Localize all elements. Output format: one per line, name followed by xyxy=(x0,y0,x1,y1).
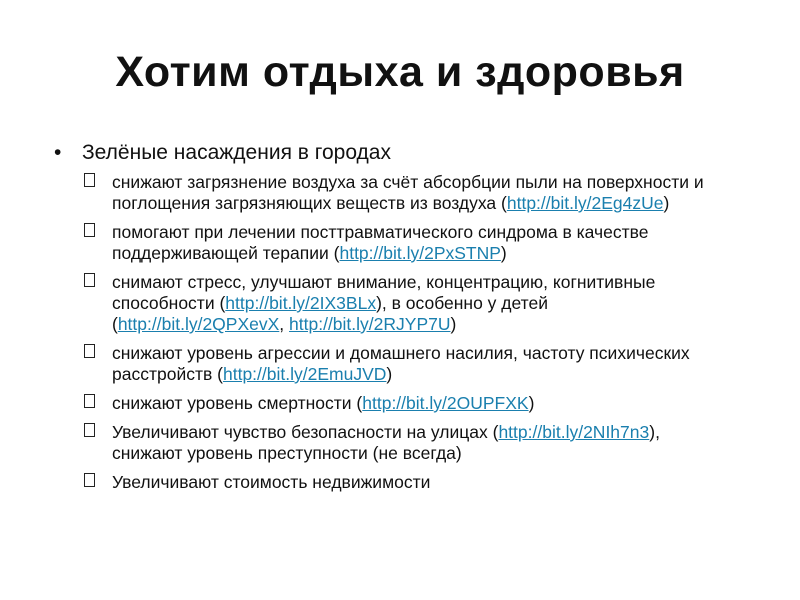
sub-bullet-marker-icon xyxy=(84,473,95,487)
link[interactable]: http://bit.ly/2PxSTNP xyxy=(339,243,501,263)
sub-bullet-marker-icon xyxy=(84,173,95,187)
link[interactable]: http://bit.ly/2EmuJVD xyxy=(222,364,387,384)
sub-bullet-marker-icon xyxy=(84,223,95,237)
main-bullet-text: Зелёные насаждения в городах xyxy=(82,141,391,164)
slide-content xyxy=(50,140,750,501)
sub-bullet-text: ) xyxy=(386,364,393,384)
sub-bullet-marker-icon xyxy=(84,344,95,358)
sub-bullet-item xyxy=(50,172,712,214)
sub-bullet-text: снимают стресс, улучшают внимание, концентрацию, когнитивные способности ( xyxy=(112,272,656,313)
sub-bullet-item xyxy=(50,422,712,464)
sub-bullet-text: , xyxy=(279,314,290,334)
slide-title: Хотим отдыха и здоровья xyxy=(115,48,685,96)
sub-bullet-marker-icon xyxy=(84,423,95,437)
link[interactable]: http://bit.ly/2Eg4zUe xyxy=(506,193,664,213)
sub-bullet-text: ), снижают уровень преступности (не всегда) xyxy=(112,422,660,463)
sub-bullet-text: Увеличивают чувство безопасности на улицах ( xyxy=(112,422,499,442)
link[interactable]: http://bit.ly/2QPXevX xyxy=(117,314,280,334)
sub-bullet-text: ) xyxy=(450,314,457,334)
sub-bullet-text: Увеличивают стоимость недвижимости xyxy=(112,472,431,492)
bullet-dot-icon: • xyxy=(54,141,62,164)
sub-bullet-text: снижают уровень смертности ( xyxy=(112,393,363,413)
sub-bullet-text: снижают загрязнение воздуха за счёт абсорбции пыли на поверхности и поглощения загрязняющих веществ из воздуха ( xyxy=(112,172,704,213)
sub-bullet-text: помогают при лечении посттравматического синдрома в качестве поддерживающей терапии ( xyxy=(112,222,649,263)
main-bullet xyxy=(50,140,750,166)
link[interactable]: http://bit.ly/2OUPFXK xyxy=(362,393,529,413)
link[interactable]: http://bit.ly/2RJYP7U xyxy=(289,314,451,334)
sub-bullet-marker-icon xyxy=(84,273,95,287)
sub-bullet-item xyxy=(50,472,712,493)
sub-bullet-item xyxy=(50,222,712,264)
sub-bullet-text: ) xyxy=(663,193,670,213)
sub-bullet-text: ) xyxy=(500,243,507,263)
sub-bullet-text: снижают уровень агрессии и домашнего насилия, частоту психических расстройств ( xyxy=(112,343,690,384)
sub-bullet-list xyxy=(50,172,750,493)
sub-bullet-item xyxy=(50,343,712,385)
sub-bullet-marker-icon xyxy=(84,394,95,408)
sub-bullet-item xyxy=(50,393,712,414)
link[interactable]: http://bit.ly/2NIh7n3 xyxy=(498,422,650,442)
link[interactable]: http://bit.ly/2IX3BLx xyxy=(225,293,377,313)
sub-bullet-item xyxy=(50,272,712,335)
sub-bullet-text: ), в особенно у детей ( xyxy=(112,293,548,334)
sub-bullet-text: ) xyxy=(528,393,535,413)
